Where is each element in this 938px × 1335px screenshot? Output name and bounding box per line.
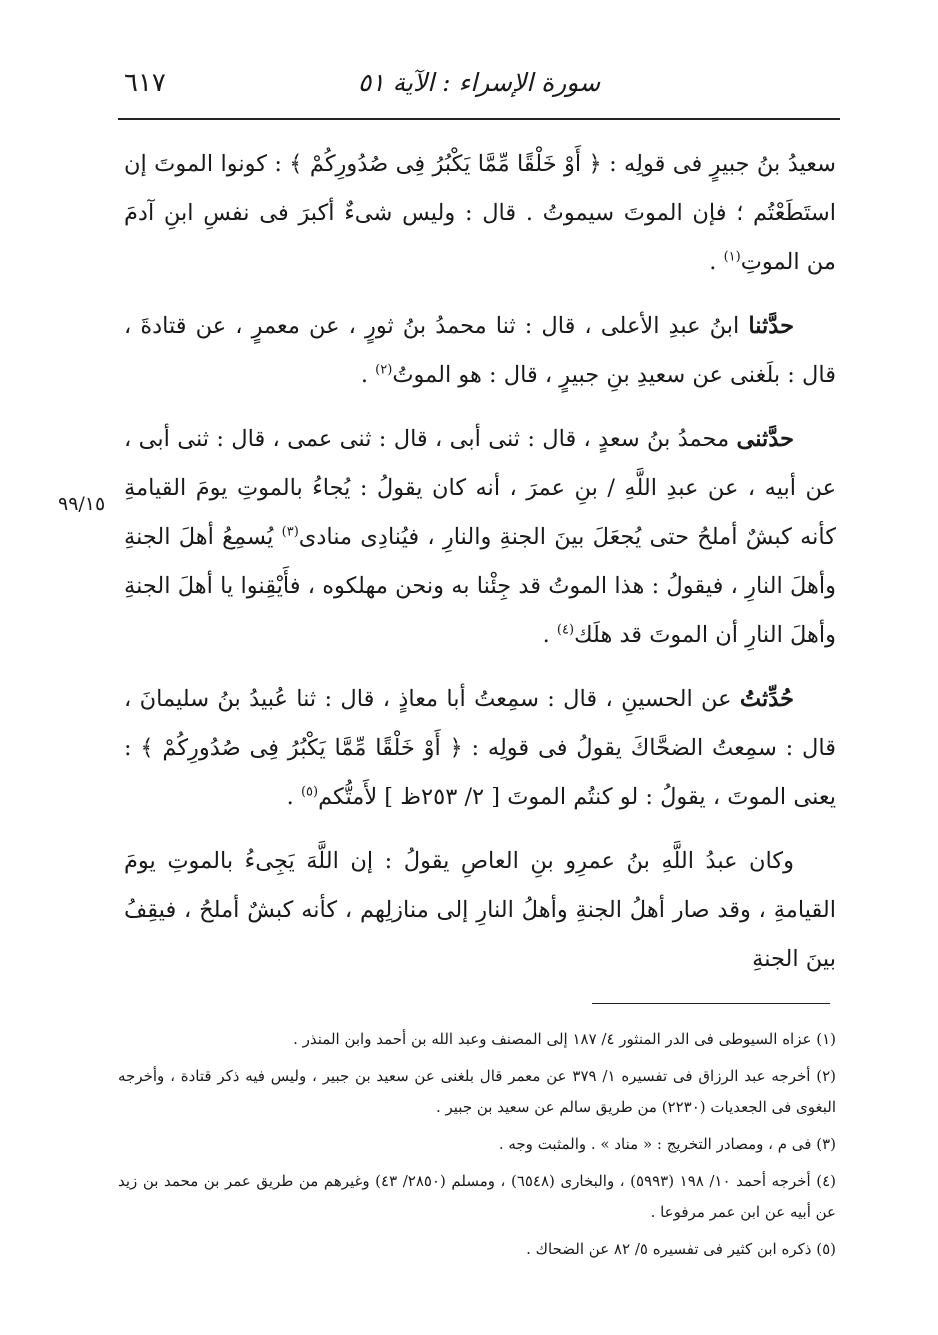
footnote-marker: (٢)	[375, 362, 393, 378]
footnote-1: (١) عزاه السيوطى فى الدر المنثور ٤/ ١٨٧ إلى المصنف وعبد الله بن أحمد وابن المنذر .	[293, 1030, 836, 1048]
paragraph-text: محمدُ بنُ سعدٍ ، قال : ثنى أبى ، قال : ثنى عمى ، قال : ثنى أبى ، عن أبيه ، عن عبدِ اللَّهِ / بنِ عمرَ ، أنه كان يقولُ : يُجاءُ بالموتِ يومَ القيامةِ كأنه كبشٌ أملحُ حتى يُجعَلَ بينَ الجنةِ والنارِ ، فيُنادِى منادى	[124, 426, 836, 550]
isnad-lead: حدَّثنى	[736, 426, 794, 452]
footnote-3: (٣) فى م ، ومصادر التخريج : « مناد » . والمثبت وجه .	[498, 1135, 836, 1153]
footnote-5: (٥) ذكره ابن كثير فى تفسيره ٥/ ٨٢ عن الضحاك .	[526, 1240, 836, 1258]
footnote-marker: (٣)	[281, 524, 299, 540]
paragraph-3	[124, 415, 836, 660]
paragraph-5	[124, 837, 836, 984]
footnote-marker: (٤)	[556, 622, 575, 638]
paragraph-end: .	[542, 622, 557, 648]
paragraph-text: سعيدُ بنُ جبيرٍ فى قولِه : ﴿ أَوْ خَلْقًا مِّمَّا يَكْبُرُ فِى صُدُورِكُمْ ﴾ : كونوا الموتَ إن استَطَعْتُم ؛ فإن الموتَ سيموتُ . قال : وليس شىءٌ أكبرَ فى نفسِ ابنِ آدمَ من الموتِ	[124, 151, 837, 275]
paragraph-1	[124, 140, 836, 287]
isnad-lead: حدَّثنا	[748, 313, 794, 339]
running-title: سورة الإسراء : الآية ٥١	[357, 68, 601, 97]
footnote-4: (٤) أخرجه أحمد ١٠/ ١٩٨ (٥٩٩٣) ، والبخارى (٦٥٤٨) ، ومسلم (٢٨٥٠/ ٤٣) وغيرهم من طريق عمر بن محمد بن زيد عن أبيه عن ابن عمر مرفوعا .	[118, 1172, 836, 1221]
footnote-2: (٢) أخرجه عبد الرزاق فى تفسيره ١/ ٣٧٩ عن معمر قال بلغنى عن سعيد بن جبير ، وليس فيه ذكر قتادة ، وأخرجه البغوى فى الجعديات (٢٢٣٠) من طريق سالم عن سعيد بن جبير .	[118, 1067, 836, 1116]
paragraph-end: .	[360, 362, 376, 388]
paragraph-text: عن الحسينِ ، قال : سمِعتُ أبا معاذٍ ، قال : ثنا عُبيدُ بنُ سليمانَ ، قال : سمِعتُ الضحَّاكَ يقولُ فى قولِه : ﴿ أَوْ خَلْقًا مِّمَّا يَكْبُرُ فِى صُدُورِكُمْ ﴾ : يعنى الموتَ ، يقولُ : لو كنتُم الموتَ [ ٢/ ٢٥٣ظ ] لأَمتُّكم	[124, 686, 836, 810]
main-text	[124, 140, 836, 999]
paragraph-text: وكان عبدُ اللَّهِ بنُ عمرِو بنِ العاصِ يقولُ : إن اللَّهَ يَجِىءُ بالموتِ يومَ القيامةِ ، وقد صار أهلُ الجنةِ وأهلُ النارِ إلى منازلِهم ، كأنه كبشٌ أملحُ ، فيقِفُ بينَ الجنةِ	[124, 848, 836, 972]
paragraph-end: .	[286, 784, 301, 810]
page-number: ٦١٧	[124, 68, 166, 98]
paragraph-2	[124, 302, 836, 400]
footnote-marker: (١)	[723, 249, 741, 265]
paragraph-end: .	[709, 249, 724, 275]
footnote-divider	[592, 1003, 830, 1004]
paragraph-text: ابنُ عبدِ الأعلى ، قال : ثنا محمدُ بنُ ثورٍ ، عن معمرٍ ، عن قتادةَ ، قال : بلَغنى عن سعيدِ بنِ جبيرٍ ، قال : هو الموتُ	[124, 313, 836, 388]
page-header	[118, 60, 840, 120]
paragraph-text-cont: يُسمِعُ أهلَ الجنةِ وأهلَ النارِ ، فيقولُ : هذا الموتُ قد جِئْنا به ونحن مهلكوه ، فأَيْقِنوا يا أهلَ الجنةِ وأهلَ النارِ أن الموتَ قد هلَك	[124, 524, 836, 648]
margin-reference: ٩٩/١٥	[58, 493, 106, 515]
isnad-lead: حُدِّثتُ	[739, 686, 794, 712]
paragraph-4	[124, 675, 836, 822]
footnotes	[118, 1024, 836, 1271]
footnote-marker: (٥)	[300, 784, 319, 800]
